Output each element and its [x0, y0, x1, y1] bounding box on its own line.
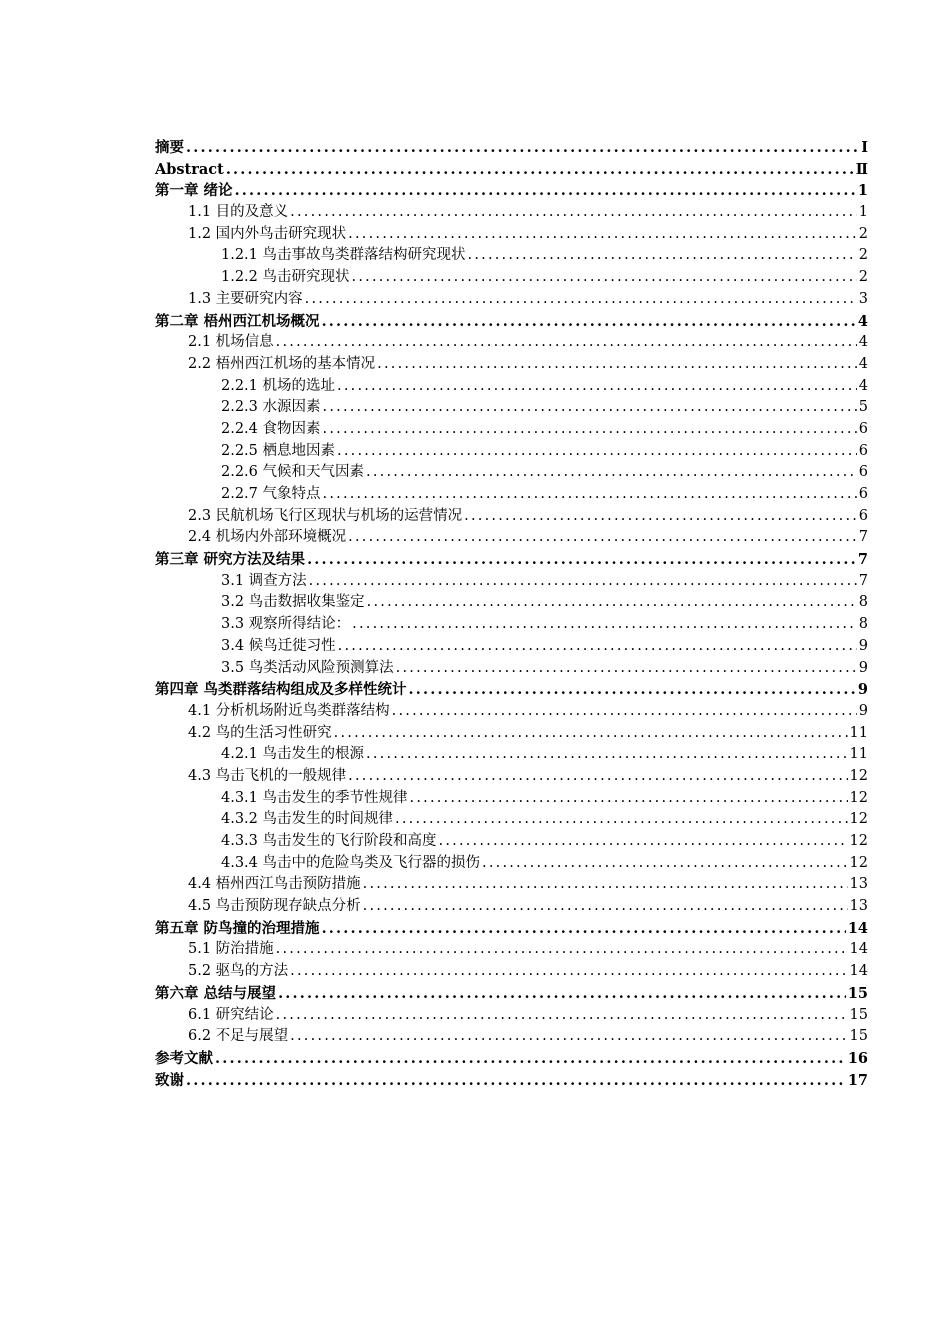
- table-of-contents: [155, 137, 868, 1091]
- toc-entry-title: 2.2.3 水源因素: [221, 399, 321, 416]
- toc-entry-page-number: 14: [849, 963, 868, 980]
- toc-dot-leader: [363, 874, 848, 896]
- toc-dot-leader: [348, 766, 847, 788]
- toc-entry-title: 第五章 防鸟撞的治理措施: [155, 919, 320, 937]
- toc-dot-leader: [276, 332, 857, 354]
- toc-entry-page-number: 7: [858, 572, 868, 589]
- toc-entry-page-number: 2: [858, 247, 868, 264]
- toc-dot-leader: [352, 267, 857, 289]
- toc-entry[interactable]: [155, 397, 868, 419]
- toc-entry-title: 1.2 国内外鸟击研究现状: [188, 225, 347, 242]
- toc-dot-leader: [482, 853, 848, 875]
- toc-entry-title: 第六章 总结与展望: [155, 984, 277, 1002]
- toc-dot-leader: [276, 939, 848, 961]
- toc-entry[interactable]: [155, 1070, 868, 1092]
- toc-entry-page-number: 2: [858, 269, 868, 286]
- toc-entry-title: 2.2.7 气象特点: [221, 486, 321, 502]
- toc-dot-leader: [348, 224, 857, 246]
- toc-entry-page-number: 4: [858, 377, 868, 394]
- toc-entry-title: 第二章 梧州西江机场概况: [155, 312, 320, 330]
- toc-entry-page-number: 11: [849, 746, 868, 763]
- toc-entry-title: 4.2 鸟的生活习性研究: [188, 724, 332, 741]
- toc-entry-page-number: 9: [857, 681, 868, 699]
- toc-dot-leader: [352, 614, 857, 636]
- toc-entry-page-number: 5: [858, 399, 868, 416]
- toc-entry[interactable]: [155, 245, 868, 267]
- toc-entry[interactable]: [155, 658, 868, 680]
- toc-dot-leader: [215, 1048, 846, 1070]
- toc-entry[interactable]: [155, 896, 868, 918]
- toc-entry-page-number: 4: [858, 355, 868, 372]
- toc-entry[interactable]: [155, 939, 868, 961]
- toc-dot-leader: [334, 723, 848, 745]
- toc-entry[interactable]: [155, 831, 868, 853]
- toc-entry[interactable]: [155, 332, 868, 354]
- toc-entry[interactable]: [155, 701, 868, 723]
- toc-dot-leader: [323, 419, 857, 441]
- toc-entry-page-number: 7: [857, 551, 868, 569]
- toc-entry-title: 2.1 机场信息: [188, 334, 274, 351]
- toc-entry-page-number: Ⅰ: [861, 139, 868, 156]
- toc-dot-leader: [439, 831, 848, 853]
- toc-entry[interactable]: [155, 571, 868, 593]
- toc-entry-title: 摘要: [155, 139, 184, 156]
- toc-dot-leader: [396, 658, 857, 680]
- toc-entry[interactable]: [155, 853, 868, 875]
- toc-entry-page-number: 4: [857, 312, 868, 330]
- toc-entry[interactable]: [155, 202, 868, 224]
- toc-entry-page-number: 6: [858, 442, 868, 459]
- toc-entry-title: 2.2.1 机场的选址: [221, 377, 336, 394]
- toc-entry[interactable]: [155, 354, 868, 376]
- toc-entry[interactable]: [155, 636, 868, 658]
- toc-entry-title: 4.3.1 鸟击发生的季节性规律: [221, 789, 408, 806]
- toc-entry-title: 5.1 防治措施: [188, 941, 274, 958]
- toc-entry-page-number: 9: [858, 702, 868, 719]
- toc-entry[interactable]: [155, 744, 868, 766]
- toc-dot-leader: [348, 527, 857, 549]
- toc-entry[interactable]: [155, 441, 868, 463]
- toc-dot-leader: [323, 484, 857, 506]
- toc-dot-leader: [235, 180, 856, 202]
- toc-entry-page-number: 12: [849, 854, 868, 871]
- toc-entry-page-number: 11: [849, 724, 868, 741]
- toc-entry[interactable]: [155, 983, 868, 1005]
- toc-entry[interactable]: [155, 1026, 868, 1048]
- toc-entry-title: 2.2 梧州西江机场的基本情况: [188, 355, 376, 372]
- toc-entry[interactable]: [155, 679, 868, 701]
- toc-entry-title: 3.4 候鸟迁徙习性: [221, 637, 336, 654]
- toc-entry[interactable]: [155, 137, 868, 159]
- toc-entry-title: 4.3.3 鸟击发生的飞行阶段和高度: [221, 833, 437, 849]
- toc-entry-title: 4.1 分析机场附近鸟类群落结构: [188, 702, 390, 719]
- toc-entry[interactable]: [155, 419, 868, 441]
- toc-entry-title: 6.2 不足与展望: [188, 1028, 289, 1045]
- toc-entry[interactable]: [155, 918, 868, 940]
- toc-dot-leader: [322, 918, 846, 940]
- toc-entry-page-number: 2: [858, 225, 868, 242]
- toc-entry-page-number: 12: [849, 811, 868, 828]
- toc-entry-title: 1.2.1 鸟击事故鸟类群落结构研究现状: [221, 247, 466, 264]
- toc-entry[interactable]: [155, 1048, 868, 1070]
- toc-dot-leader: [305, 289, 857, 311]
- toc-dot-leader: [366, 462, 857, 484]
- toc-entry-page-number: 3: [858, 290, 868, 307]
- toc-dot-leader: [290, 1026, 847, 1048]
- toc-entry-title: 4.3 鸟击飞机的一般规律: [188, 767, 347, 784]
- toc-entry[interactable]: [155, 874, 868, 896]
- toc-entry-page-number: 14: [849, 941, 868, 958]
- toc-entry-page-number: 12: [849, 833, 868, 849]
- toc-entry-title: 2.2.4 食物因素: [221, 420, 321, 437]
- toc-entry-title: 第一章 绪论: [155, 182, 233, 200]
- toc-entry-title: 1.2.2 鸟击研究现状: [221, 269, 350, 286]
- toc-entry-page-number: 6: [858, 420, 868, 437]
- toc-dot-leader: [338, 636, 857, 658]
- toc-entry-page-number: 1: [858, 204, 868, 221]
- toc-entry-page-number: 6: [858, 486, 868, 502]
- toc-entry-page-number: 7: [858, 529, 868, 546]
- toc-entry-page-number: 14: [847, 919, 868, 937]
- toc-dot-leader: [363, 896, 848, 918]
- toc-entry[interactable]: [155, 376, 868, 398]
- toc-entry-page-number: 6: [858, 507, 868, 524]
- toc-dot-leader: [392, 701, 857, 723]
- toc-dot-leader: [464, 506, 857, 528]
- toc-entry[interactable]: [155, 159, 868, 181]
- toc-entry[interactable]: [155, 766, 868, 788]
- toc-dot-leader: [226, 159, 854, 181]
- toc-entry-title: 4.5 鸟击预防现存缺点分析: [188, 898, 361, 915]
- toc-entry[interactable]: [155, 961, 868, 983]
- toc-entry-page-number: 12: [849, 767, 868, 784]
- toc-entry-page-number: 9: [858, 659, 868, 676]
- toc-entry[interactable]: [155, 592, 868, 614]
- toc-entry-title: 参考文献: [155, 1049, 213, 1067]
- toc-dot-leader: [309, 571, 857, 593]
- toc-entry-page-number: 4: [858, 334, 868, 351]
- toc-entry[interactable]: [155, 723, 868, 745]
- toc-entry[interactable]: [155, 224, 868, 246]
- toc-entry-page-number: 13: [849, 898, 868, 915]
- toc-entry[interactable]: [155, 289, 868, 311]
- toc-dot-leader: [468, 245, 857, 267]
- toc-entry-page-number: 8: [858, 616, 868, 633]
- toc-dot-leader: [337, 376, 857, 398]
- toc-entry-title: 1.1 目的及意义: [188, 204, 289, 221]
- toc-entry[interactable]: [155, 311, 868, 333]
- toc-dot-leader: [186, 137, 859, 159]
- toc-entry-title: 4.3.2 鸟击发生的时间规律: [221, 811, 394, 828]
- toc-entry-title: 第四章 鸟类群落结构组成及多样性统计: [155, 681, 407, 699]
- toc-entry-title: 1.3 主要研究内容: [188, 290, 303, 307]
- toc-dot-leader: [377, 354, 857, 376]
- toc-entry[interactable]: [155, 180, 868, 202]
- toc-entry[interactable]: [155, 267, 868, 289]
- toc-entry-title: 3.3 观察所得结论：: [221, 616, 351, 633]
- toc-entry-page-number: 9: [858, 637, 868, 654]
- toc-entry[interactable]: [155, 809, 868, 831]
- toc-entry-page-number: Ⅱ: [855, 160, 868, 178]
- toc-entry-title: Abstract: [155, 160, 224, 178]
- toc-entry[interactable]: [155, 484, 868, 506]
- toc-entry-title: 3.1 调查方法: [221, 572, 307, 589]
- toc-entry-page-number: 13: [849, 876, 868, 893]
- toc-entry-title: 致谢: [155, 1071, 184, 1089]
- toc-entry-title: 3.2 鸟击数据收集鉴定: [221, 594, 365, 611]
- toc-dot-leader: [410, 788, 848, 810]
- toc-dot-leader: [276, 1005, 848, 1027]
- toc-entry-page-number: 15: [849, 1028, 868, 1045]
- toc-dot-leader: [323, 397, 857, 419]
- toc-entry[interactable]: [155, 614, 868, 636]
- toc-entry-title: 2.3 民航机场飞行区现状与机场的运营情况: [188, 507, 463, 524]
- toc-dot-leader: [186, 1070, 846, 1092]
- toc-entry[interactable]: [155, 1005, 868, 1027]
- toc-dot-leader: [409, 679, 856, 701]
- toc-entry[interactable]: [155, 462, 868, 484]
- toc-entry-title: 4.4 梧州西江鸟击预防措施: [188, 876, 361, 893]
- toc-dot-leader: [367, 592, 857, 614]
- toc-entry-page-number: 15: [849, 1006, 868, 1023]
- toc-entry[interactable]: [155, 506, 868, 528]
- toc-dot-leader: [337, 441, 857, 463]
- toc-entry[interactable]: [155, 549, 868, 571]
- toc-entry[interactable]: [155, 527, 868, 549]
- toc-entry-title: 2.2.6 气候和天气因素: [221, 464, 365, 481]
- toc-entry-page-number: 6: [858, 464, 868, 481]
- toc-entry-page-number: 1: [857, 182, 868, 200]
- toc-entry-title: 2.4 机场内外部环境概况: [188, 529, 347, 546]
- toc-entry-title: 4.3.4 鸟击中的危险鸟类及飞行器的损伤: [221, 854, 481, 871]
- toc-entry-page-number: 8: [858, 594, 868, 611]
- toc-dot-leader: [290, 202, 857, 224]
- toc-dot-leader: [366, 744, 848, 766]
- toc-dot-leader: [307, 549, 856, 571]
- toc-entry-title: 5.2 驱鸟的方法: [188, 963, 289, 980]
- toc-dot-leader: [290, 961, 847, 983]
- toc-entry-page-number: 12: [849, 789, 868, 806]
- toc-entry[interactable]: [155, 788, 868, 810]
- toc-entry-title: 4.2.1 鸟击发生的根源: [221, 746, 365, 763]
- toc-dot-leader: [278, 983, 846, 1005]
- toc-entry-page-number: 16: [847, 1049, 868, 1067]
- toc-entry-title: 6.1 研究结论: [188, 1006, 274, 1023]
- toc-entry-page-number: 17: [847, 1071, 868, 1089]
- toc-entry-title: 2.2.5 栖息地因素: [221, 442, 336, 459]
- toc-dot-leader: [322, 311, 856, 333]
- toc-dot-leader: [395, 809, 848, 831]
- toc-entry-title: 3.5 鸟类活动风险预测算法: [221, 659, 394, 676]
- toc-entry-page-number: 15: [847, 984, 868, 1002]
- toc-entry-title: 第三章 研究方法及结果: [155, 551, 306, 569]
